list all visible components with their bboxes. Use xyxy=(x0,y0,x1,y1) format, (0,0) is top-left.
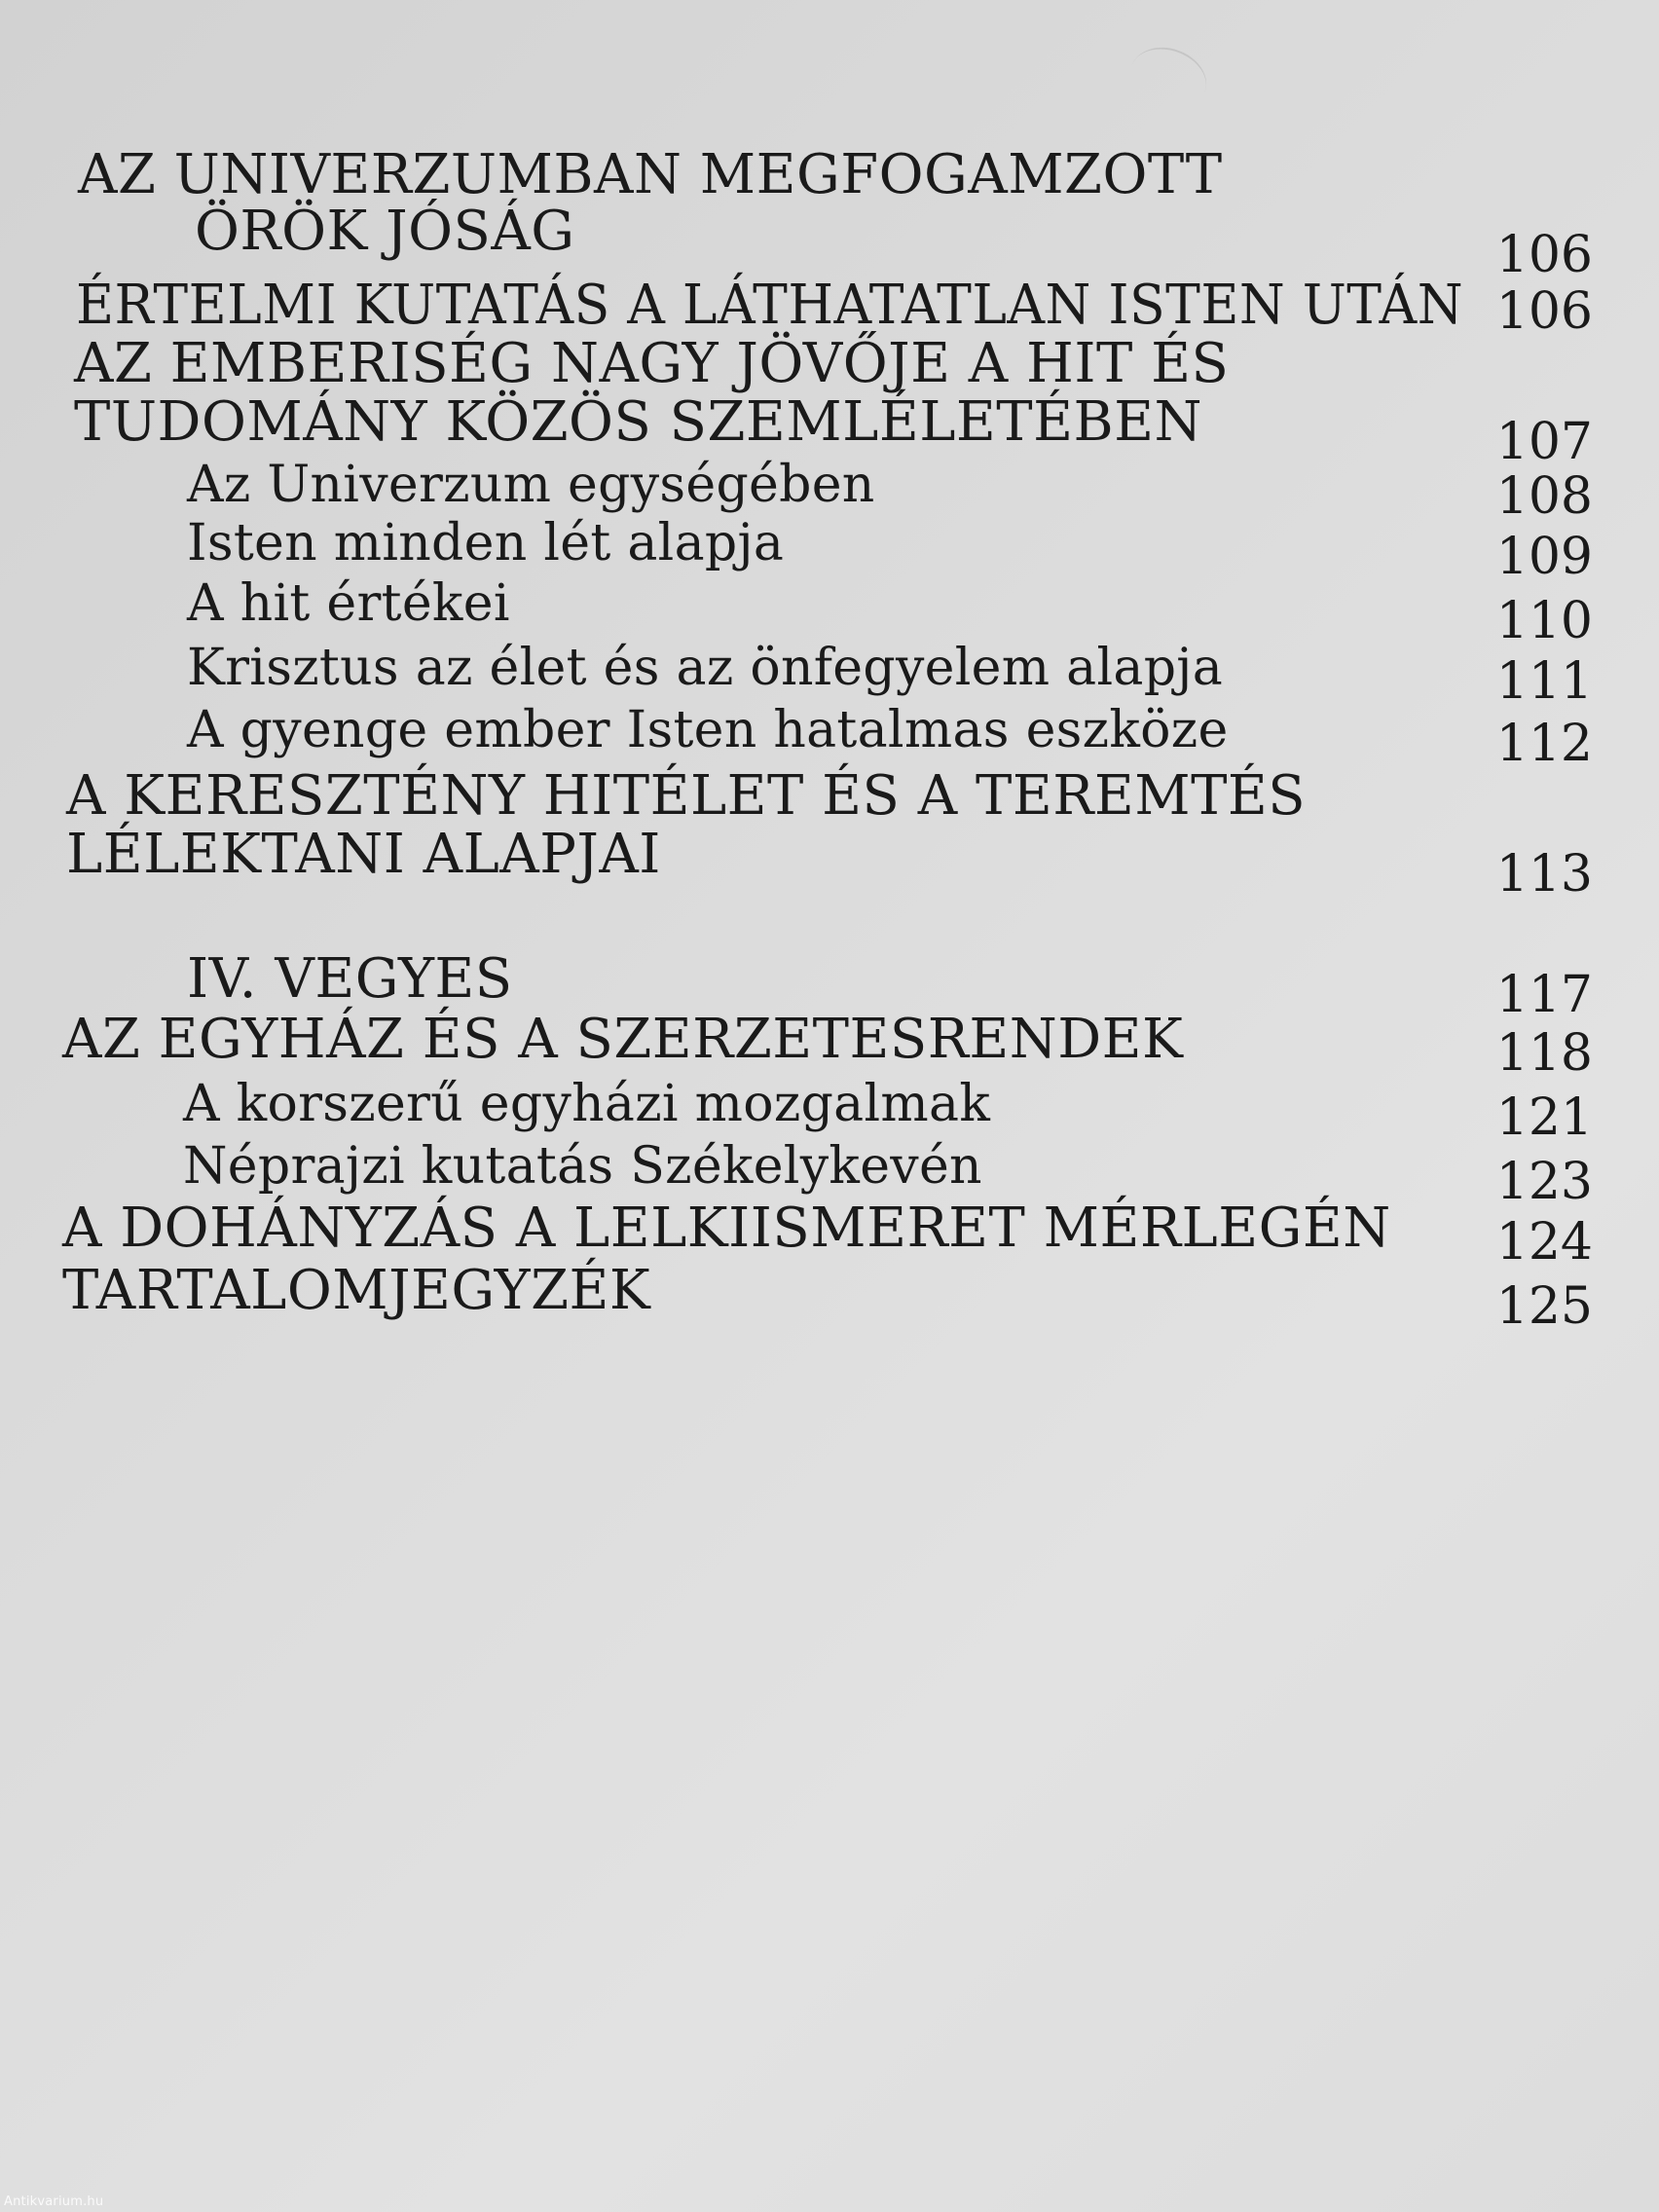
toc-entry-page: 112 xyxy=(1495,715,1593,773)
toc-subentry-title: Az Univerzum egységében xyxy=(187,456,875,514)
toc-entry-page: 125 xyxy=(1495,1277,1593,1336)
toc-entry-title: AZ EGYHÁZ ÉS A SZERZETESRENDEK xyxy=(62,1008,1184,1071)
watermark-text: Antikvarium.hu xyxy=(4,2194,104,2209)
toc-subentry-title: Isten minden lét alapja xyxy=(187,514,785,572)
toc-entry-title: A DOHÁNYZÁS A LELKIISMERET MÉRLEGÉN xyxy=(62,1197,1391,1260)
toc-subentry-title: A gyenge ember Isten hatalmas eszköze xyxy=(187,701,1229,759)
toc-entry-page: 111 xyxy=(1495,652,1593,711)
toc-entry-title-line1: AZ UNIVERZUMBAN MEGFOGAMZOTT xyxy=(78,143,1223,206)
toc-entry-title-line2: TUDOMÁNY KÖZÖS SZEMLÉLETÉBEN xyxy=(74,390,1203,454)
toc-entry-page: 110 xyxy=(1495,592,1593,650)
toc-entry-page: 106 xyxy=(1495,282,1593,341)
toc-entry-title: TARTALOMJEGYZÉK xyxy=(62,1259,651,1322)
toc-subentry-title: Néprajzi kutatás Székelykevén xyxy=(183,1137,982,1196)
toc-subentry-title: Krisztus az élet és az önfegyelem alapja xyxy=(187,639,1224,697)
toc-entry-page: 118 xyxy=(1495,1024,1593,1083)
toc-entry-page: 106 xyxy=(1495,226,1593,284)
toc-entry-page: 113 xyxy=(1495,845,1593,903)
toc-subentry-title: A korszerű egyházi mozgalmak xyxy=(183,1075,991,1133)
toc-entry-page: 121 xyxy=(1495,1088,1593,1147)
toc-entry-title-line1: AZ EMBERISÉG NAGY JÖVŐJE A HIT ÉS xyxy=(74,332,1230,395)
toc-subentry-title: A hit értékei xyxy=(187,574,510,633)
toc-entry-title-line2: LÉLEKTANI ALAPJAI xyxy=(66,823,661,886)
toc-entry-page: 123 xyxy=(1495,1153,1593,1211)
toc-entry-page: 109 xyxy=(1495,528,1593,586)
toc-entry-page: 107 xyxy=(1495,413,1593,471)
toc-entry-page: 124 xyxy=(1495,1213,1593,1272)
toc-entry-title-line1: A KERESZTÉNY HITÉLET ÉS A TEREMTÉS xyxy=(66,764,1307,828)
toc-entry-page: 117 xyxy=(1495,966,1593,1024)
toc-entry-page: 108 xyxy=(1495,467,1593,526)
toc-entry-title: ÉRTELMI KUTATÁS A LÁTHATATLAN ISTEN UTÁN xyxy=(76,274,1464,337)
toc-section-title: IV. VEGYES xyxy=(187,947,513,1011)
toc-entry-title-line2: ÖRÖK JÓSÁG xyxy=(195,200,575,263)
